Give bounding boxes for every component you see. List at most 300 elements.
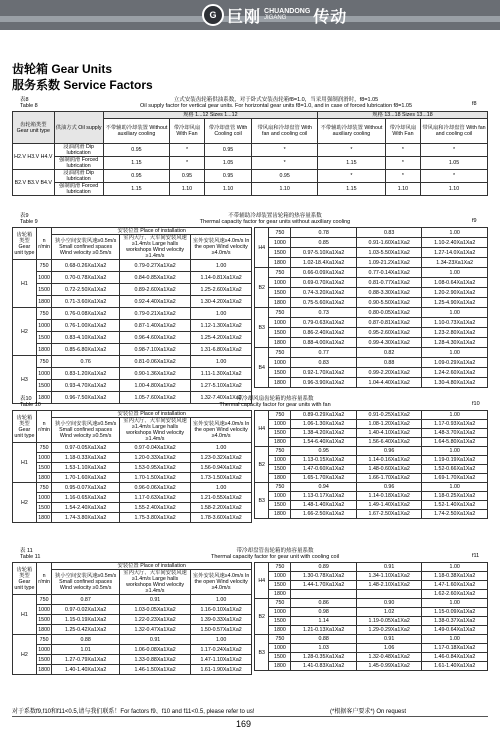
table-cell: 0.77: [291, 348, 357, 358]
table-cell: 0.88: [52, 635, 120, 645]
table-row: [255, 581, 488, 590]
table-cell: 0.88: [356, 358, 422, 368]
table-row: [255, 248, 488, 258]
table-cell: 0.79-0.63Xa1Xa2: [291, 318, 357, 328]
table-row: [255, 456, 488, 465]
table-cell: 0.81-0.06Xa1Xa2: [119, 356, 190, 368]
table-cell: 1.47-1.10Xa1Xa2: [191, 655, 252, 665]
table-cell: 1000: [269, 572, 291, 581]
table-cell: 1000: [38, 606, 50, 613]
table-cell: 1000: [38, 454, 50, 461]
table-row: [13, 344, 252, 356]
table-row: [13, 157, 488, 170]
row-header: B3: [255, 308, 269, 348]
column-header: 安装位置 Place of installation: [52, 228, 252, 235]
table-cell: *: [385, 170, 420, 183]
table-row: [13, 272, 252, 284]
table-cell: *: [420, 144, 487, 157]
table-cell: 1.58-2.20Xa1Xa2: [191, 503, 252, 513]
table-cell: 1.13-0.17Xa1Xa2: [291, 492, 357, 501]
table-cell: 1000: [38, 494, 50, 501]
table-cell: 1.06: [356, 644, 422, 653]
table-cell: 1.14-0.18Xa1Xa2: [356, 492, 422, 501]
table-cell: 1.13-0.15Xa1Xa2: [291, 456, 357, 465]
table-cell: 0.91: [356, 635, 422, 644]
table-row: [255, 228, 488, 238]
table-cell: 1.00: [422, 563, 488, 572]
table-cell: 0.66-0.09Xa1Xa2: [291, 268, 357, 278]
table-cell: 1.06-1.30Xa1Xa2: [291, 420, 357, 429]
footer-divider: [12, 716, 488, 717]
table-cell: 1.00: [422, 348, 488, 358]
table-row: [13, 503, 252, 513]
table-row: [255, 510, 488, 519]
table-row: [13, 144, 488, 157]
table-cell: 1000: [269, 420, 291, 429]
table-cell: 1.20-0.33Xa1Xa2: [119, 453, 190, 463]
table-cell: 1.31-6.80Xa1Xa2: [191, 344, 252, 356]
table-cell: 1.00: [191, 308, 252, 320]
table-cell: 0.69-0.70Xa1Xa2: [291, 278, 357, 288]
table-cell: 0.97-5.10Xa1Xa2: [291, 248, 357, 258]
table-cell: 0.91: [356, 563, 422, 572]
table-cell: 1.49-0.64Xa1Xa2: [422, 626, 488, 635]
table-cell: 0.97-0.02Xa1Xa2: [52, 605, 120, 615]
table-cell: 1.38-4.20Xa1Xa2: [291, 429, 357, 438]
table-cell: 浸油润滑 Dip lubrication: [54, 170, 103, 183]
table-cell: 1.48-0.60Xa1Xa2: [356, 465, 422, 474]
table-cell: 1000: [269, 278, 291, 288]
table-cell: 1.00: [191, 356, 252, 368]
table-cell: 0.68-0.26Xa1Xa2: [52, 260, 120, 272]
row-header: H3: [13, 356, 37, 404]
table-cell: 1500: [269, 368, 291, 378]
table-cell: 1500: [36, 380, 52, 392]
row-header: H4: [255, 411, 269, 447]
table-cell: 1.30-4.80Xa1Xa2: [422, 378, 488, 388]
table10-left: [12, 410, 252, 523]
table-row: [255, 411, 488, 420]
table-cell: 1.00: [191, 260, 252, 272]
table-cell: 1.47-0.60Xa1Xa2: [291, 465, 357, 474]
table-cell: 1.17-0.18Xa1Xa2: [422, 644, 488, 653]
table-cell: 0.87: [52, 595, 120, 605]
table-cell: 0.99-4.30Xa1Xa2: [356, 338, 422, 348]
table-cell: 1.18-0.33Xa1Xa2: [52, 453, 120, 463]
row-header: B2.V B3.V B4.V: [13, 170, 55, 196]
table-cell: 750: [269, 563, 291, 572]
brand-logo: [202, 4, 347, 26]
table-cell: 750: [36, 356, 52, 368]
table-cell: 1.17-0.63Xa1Xa2: [119, 493, 190, 503]
table-cell: 0.96-4.60Xa1Xa2: [119, 332, 190, 344]
column-header: 室内大厅、大车间安装风速≥1.4m/s Large halls workshops Wind velocity ≥1.4m/s: [119, 418, 190, 443]
table-row: [13, 605, 252, 615]
table-cell: 0.97-0.04Xa1Xa2: [119, 443, 190, 453]
table-cell: 1.10: [170, 183, 204, 196]
table-cell: 1.44-1.70Xa1Xa2: [291, 581, 357, 590]
table-cell: 1.20-2.90Xa1Xa2: [422, 288, 488, 298]
table-cell: 1.70-1.50Xa1Xa2: [119, 473, 190, 483]
table-cell: 0.90-1.36Xa1Xa2: [119, 368, 190, 380]
table-cell: 1.10: [204, 183, 252, 196]
table-cell: 强制润滑 Forced lubrication: [54, 157, 103, 170]
table-cell: 1500: [269, 617, 291, 626]
table-cell: 0.73: [291, 308, 357, 318]
table-row: [13, 380, 252, 392]
table-cell: 1.14-0.16Xa1Xa2: [356, 456, 422, 465]
table-row: [255, 288, 488, 298]
column-header: 安装位置 Place of installation: [52, 411, 252, 418]
table8-label: 表8 Table 8: [20, 97, 38, 109]
table-cell: 1.16-0.65Xa1Xa2: [52, 493, 120, 503]
table-row: [255, 328, 488, 338]
table-cell: 0.92-4.40Xa1Xa2: [119, 296, 190, 308]
table-row: [255, 599, 488, 608]
table-row: [255, 608, 488, 617]
table-cell: 1.21-0.13Xa1Xa2: [291, 626, 357, 635]
table-cell: 1000: [38, 646, 50, 653]
table-cell: 0.87-1.40Xa1Xa2: [119, 320, 190, 332]
table-cell: 1.16-0.10Xa1Xa2: [191, 605, 252, 615]
table-cell: *: [170, 144, 204, 157]
table-cell: 1.05: [204, 157, 252, 170]
table-cell: 0.78: [291, 228, 357, 238]
table-cell: 1.47-1.60Xa1Xa2: [422, 581, 488, 590]
table-cell: 750: [269, 483, 291, 492]
table-cell: 1.11-1.30Xa1Xa2: [191, 368, 252, 380]
table-cell: 750: [269, 348, 291, 358]
table-row: [255, 635, 488, 644]
table-cell: 1.00: [191, 635, 252, 645]
table-row: [255, 447, 488, 456]
table-row: [255, 318, 488, 328]
table-cell: 1500: [269, 581, 291, 590]
table-cell: 1.10: [252, 183, 318, 196]
table-cell: 1.08-0.64Xa1Xa2: [422, 278, 488, 288]
table-cell: 1.30-4.20Xa1Xa2: [191, 296, 252, 308]
table-cell: 1.23-0.32Xa1Xa2: [191, 453, 252, 463]
table-cell: 1.53-0.95Xa1Xa2: [119, 463, 190, 473]
column-header: 室内大厅、大车间安装风速≥1.4m/s Large halls workshops Wind velocity ≥1.4m/s: [119, 235, 190, 260]
table-row: [13, 356, 252, 368]
table-cell: 1.32-7.40Xa1Xa2: [191, 392, 252, 404]
table-cell: 1000: [36, 368, 52, 380]
table-cell: 0.95: [170, 170, 204, 183]
column-header: 规格 1...12 Sizes 1...12: [103, 112, 317, 119]
table-row: [255, 429, 488, 438]
table-row: [255, 438, 488, 447]
table-cell: 1500: [269, 653, 291, 662]
table-cell: 0.81-0.77Xa1Xa2: [356, 278, 422, 288]
table-cell: 1.33-0.88Xa1Xa2: [119, 655, 190, 665]
table-cell: 1.66-1.70Xa1Xa2: [356, 474, 422, 483]
table-cell: 1000: [269, 492, 291, 501]
table-cell: 0.95-0.07Xa1Xa2: [52, 483, 120, 493]
table-row: [255, 238, 488, 248]
table-cell: 1.00: [422, 599, 488, 608]
column-header: n r/min: [36, 228, 52, 260]
table-cell: 1.29-0.29Xa1Xa2: [356, 626, 422, 635]
table-cell: 1.02-18.4Xa1Xa2: [291, 258, 357, 268]
table-cell: 0.96-0.06Xa1Xa2: [119, 483, 190, 493]
table-row: [13, 615, 252, 625]
row-header: H1: [13, 443, 37, 483]
table-cell: 0.91-1.60Xa1Xa2: [356, 238, 422, 248]
table-cell: 1800: [38, 626, 50, 633]
table11-right: [254, 562, 488, 671]
table-cell: 750: [36, 595, 52, 605]
table-cell: 0.93-4.70Xa1Xa2: [52, 380, 120, 392]
table-row: [13, 563, 252, 570]
table-cell: 0.95: [291, 447, 357, 456]
table-cell: 1.49-1.40Xa1Xa2: [356, 501, 422, 510]
table11-label: 表 11 Table 11: [20, 548, 41, 560]
table-cell: 750: [269, 411, 291, 420]
column-header: 不带辅助冷却装置 Without auxiliary cooling: [317, 119, 385, 144]
column-header: 不带辅助冷却装置 Without auxiliary cooling: [103, 119, 170, 144]
table-cell: 0.91: [119, 635, 190, 645]
table-cell: 0.95: [204, 144, 252, 157]
table-cell: 1.00: [422, 447, 488, 456]
table-cell: 0.88-4.00Xa1Xa2: [291, 338, 357, 348]
table-cell: 1500: [38, 616, 50, 623]
table-row: [255, 348, 488, 358]
table-cell: 1.24-2.60Xa1Xa2: [422, 368, 488, 378]
table-cell: *: [420, 170, 487, 183]
table-cell: 1.15: [317, 183, 385, 196]
table-cell: 1.21-0.55Xa1Xa2: [191, 493, 252, 503]
table-cell: 0.86: [291, 599, 357, 608]
table-cell: 1.27-5.10Xa1Xa2: [191, 380, 252, 392]
table-cell: 0.85-6.80Xa1Xa2: [52, 344, 120, 356]
table-cell: 0.86-2.40Xa1Xa2: [291, 328, 357, 338]
column-header: 室外安装风速≥4.0m/s In the open Wind velocity ≥4.0m/s: [191, 235, 252, 260]
table-cell: 0.76-0.08Xa1Xa2: [52, 308, 120, 320]
table11-left: [12, 562, 252, 675]
column-header: 齿轮箱类型 Gear unit type: [13, 112, 55, 144]
row-header: B2: [255, 599, 269, 635]
table-cell: 1.52-0.66Xa1Xa2: [422, 465, 488, 474]
logo-chinese-text-2: 传动: [313, 6, 348, 26]
table11-caption: 带冷却盘管齿轮箱的热容量系数 Thermal capacity factor for gear unit with cooling coil: [210, 548, 340, 560]
column-header: n r/min: [36, 411, 52, 443]
table-row: [13, 625, 252, 635]
table-cell: *: [252, 157, 318, 170]
table-row: [255, 378, 488, 388]
table-cell: 1.53-1.10Xa1Xa2: [52, 463, 120, 473]
table-cell: 0.96-7.50Xa1Xa2: [52, 392, 120, 404]
table-row: [13, 411, 252, 418]
column-header: 带冷却风扇 With Fan: [170, 119, 204, 144]
column-header: 带冷却风扇 With Fan: [385, 119, 420, 144]
table-cell: 1.10-2.40Xa1Xa2: [422, 238, 488, 248]
table-cell: *: [170, 157, 204, 170]
table-row: [13, 453, 252, 463]
table-cell: 0.71-3.60Xa1Xa2: [52, 296, 120, 308]
table-cell: 1.48-1.40Xa1Xa2: [291, 501, 357, 510]
table-cell: 1.14-0.81Xa1Xa2: [191, 272, 252, 284]
table-cell: 1.69-1.70Xa1Xa2: [422, 474, 488, 483]
column-header: 带冷却盘管 With Cooling coil: [204, 119, 252, 144]
table-row: [255, 308, 488, 318]
table-row: [13, 473, 252, 483]
table-cell: 1.00: [191, 595, 252, 605]
table-cell: 0.94: [291, 483, 357, 492]
table-cell: 750: [36, 260, 52, 272]
table-row: [255, 474, 488, 483]
table-row: [255, 368, 488, 378]
row-header: B3: [255, 635, 269, 671]
table10-caption: 带冷却风扇齿轮箱的热容量系数 Thermal capacity factor for gear units with fan: [219, 396, 331, 408]
table-cell: 1.78-3.60Xa1Xa2: [191, 513, 252, 523]
table-cell: 0.84-0.85Xa1Xa2: [119, 272, 190, 284]
table-cell: 1.10: [420, 183, 487, 196]
column-header: 安装位置 Place of installation: [52, 563, 252, 570]
table-cell: 1000: [269, 608, 291, 617]
table-row: [13, 443, 252, 453]
column-header: 供油方式 Oil supply: [54, 112, 103, 144]
table-cell: 0.82: [356, 348, 422, 358]
table-row: [13, 483, 252, 493]
table-cell: 1.09-21.2Xa1Xa2: [356, 258, 422, 268]
table-cell: 0.88-3.30Xa1Xa2: [356, 288, 422, 298]
table-cell: 0.95: [103, 144, 170, 157]
table-cell: 1.00: [422, 308, 488, 318]
table-cell: 0.77-0.14Xa1Xa2: [356, 268, 422, 278]
table-cell: 1800: [38, 514, 50, 521]
table-row: [255, 501, 488, 510]
table-cell: 1000: [36, 272, 52, 284]
table9-left: [12, 227, 252, 404]
column-header: 狭小空间安装风速≥0.5m/s Small confined spaces Wind velocity ≥0.5m/s: [52, 570, 120, 595]
table10-symbol: f10: [472, 401, 480, 407]
column-header: 室外安装风速≥4.0m/s In the open Wind velocity ≥4.0m/s: [191, 418, 252, 443]
table-cell: 1.66-2.50Xa1Xa2: [291, 510, 357, 519]
table-row: [255, 420, 488, 429]
table-cell: 1.00: [422, 268, 488, 278]
table9-symbol: f9: [472, 218, 477, 224]
table11-symbol: f11: [472, 553, 480, 559]
table-cell: 1.10: [385, 183, 420, 196]
row-header: H1: [13, 595, 37, 635]
table-cell: 0.95: [103, 170, 170, 183]
table-cell: 1.12-1.30Xa1Xa2: [191, 320, 252, 332]
table-cell: 1.15-0.09Xa1Xa2: [422, 608, 488, 617]
table-cell: 1.15-0.19Xa1Xa2: [52, 615, 120, 625]
column-header: 狭小空间安装风速≥0.5m/s Small confined spaces Wind velocity ≥0.5m/s: [52, 418, 120, 443]
table-cell: 1.54-2.40Xa1Xa2: [52, 503, 120, 513]
table-row: [13, 320, 252, 332]
footnote-on-request: (*根据客户要求*) On request: [330, 709, 407, 715]
table-cell: 1.18-0.38Xa1Xa2: [422, 572, 488, 581]
table-cell: 0.83-4.10Xa1Xa2: [52, 332, 120, 344]
column-header: 室内大厅、大车间安装风速≥1.4m/s Large halls workshops Wind velocity ≥1.4m/s: [119, 570, 190, 595]
table-cell: 1800: [269, 590, 291, 599]
table-cell: 0.80-0.05Xa1Xa2: [356, 308, 422, 318]
column-header: 室外安装风速≥4.0m/s In the open Wind velocity ≥4.0m/s: [191, 570, 252, 595]
table-cell: 0.91-0.25Xa1Xa2: [356, 411, 422, 420]
table-cell: 1.56-6.40Xa1Xa2: [356, 438, 422, 447]
table-cell: 1.25-2.60Xa1Xa2: [191, 284, 252, 296]
table-row: [13, 493, 252, 503]
table-cell: 1.03-0.05Xa1Xa2: [119, 605, 190, 615]
table-cell: 0.98: [291, 608, 357, 617]
table-cell: 1000: [269, 358, 291, 368]
table-cell: 1.32-0.47Xa1Xa2: [119, 625, 190, 635]
table-cell: 1500: [269, 429, 291, 438]
row-header: B2: [255, 268, 269, 308]
table-cell: 1.04-4.40Xa1Xa2: [356, 378, 422, 388]
page-title: 齿轮箱 Gear Units: [12, 62, 113, 76]
table-cell: 1.01: [52, 645, 120, 655]
table-cell: 1800: [269, 510, 291, 519]
table-cell: 1800: [269, 338, 291, 348]
table-cell: 750: [269, 268, 291, 278]
table-cell: 750: [269, 635, 291, 644]
table-cell: 0.99-2.20Xa1Xa2: [356, 368, 422, 378]
table-cell: 0.97-0.05Xa1Xa2: [52, 443, 120, 453]
table-cell: 1.38-0.37Xa1Xa2: [422, 617, 488, 626]
table-cell: 1.27-0.79Xa1Xa2: [52, 655, 120, 665]
table-row: [13, 665, 252, 675]
table-cell: [356, 590, 422, 599]
table-cell: 1500: [269, 328, 291, 338]
logo-emblem-icon: G: [202, 4, 224, 26]
table-cell: 1.19-0.05Xa1Xa2: [356, 617, 422, 626]
table-row: [255, 662, 488, 671]
table-cell: 1.54-6.40Xa1Xa2: [291, 438, 357, 447]
table-cell: 1.46-1.50Xa1Xa2: [119, 665, 190, 675]
column-header: 齿轮箱类型 Gear unit type: [13, 563, 37, 595]
row-header: H4: [255, 228, 269, 268]
table-cell: 750: [36, 483, 52, 493]
table-row: [13, 332, 252, 344]
table-cell: 1.70-1.60Xa1Xa2: [52, 473, 120, 483]
table-row: [13, 463, 252, 473]
row-header: B2: [255, 447, 269, 483]
table-cell: 1500: [36, 332, 52, 344]
table-cell: 1.39-0.33Xa1Xa2: [191, 615, 252, 625]
row-header: H2: [13, 308, 37, 356]
table-row: [13, 183, 488, 196]
table-cell: 0.98-7.10Xa1Xa2: [119, 344, 190, 356]
table-cell: 1.08-1.20Xa1Xa2: [356, 420, 422, 429]
table-cell: 1.65-1.70Xa1Xa2: [291, 474, 357, 483]
table-cell: 1500: [38, 656, 50, 663]
table-cell: 0.92-1.70Xa1Xa2: [291, 368, 357, 378]
table-cell: 1.00-4.80Xa1Xa2: [119, 380, 190, 392]
table-cell: 1500: [269, 248, 291, 258]
table-cell: 1.61-1.90Xa1Xa2: [191, 665, 252, 675]
table-cell: 1000: [269, 238, 291, 248]
table-cell: 0.79-0.21Xa1Xa2: [119, 308, 190, 320]
table-row: [13, 635, 252, 645]
table-cell: 1.74-2.50Xa1Xa2: [422, 510, 488, 519]
table-cell: 1.27-14.0Xa1Xa2: [422, 248, 488, 258]
table-row: [255, 465, 488, 474]
table-cell: 1.19-0.19Xa1Xa2: [422, 456, 488, 465]
table-row: [255, 338, 488, 348]
table-cell: 0.89-0.29Xa1Xa2: [291, 411, 357, 420]
table-cell: 1.62-2.60Xa1Xa2: [422, 590, 488, 599]
table-cell: 1.52-1.40Xa1Xa2: [422, 501, 488, 510]
table-cell: 1.25-0.42Xa1Xa2: [52, 625, 120, 635]
table-cell: 1.61-1.40Xa1Xa2: [422, 662, 488, 671]
table-row: [13, 260, 252, 272]
column-header: 带风扇和冷却盘管 With fan and cooling coil: [420, 119, 487, 144]
table-row: [13, 595, 252, 605]
